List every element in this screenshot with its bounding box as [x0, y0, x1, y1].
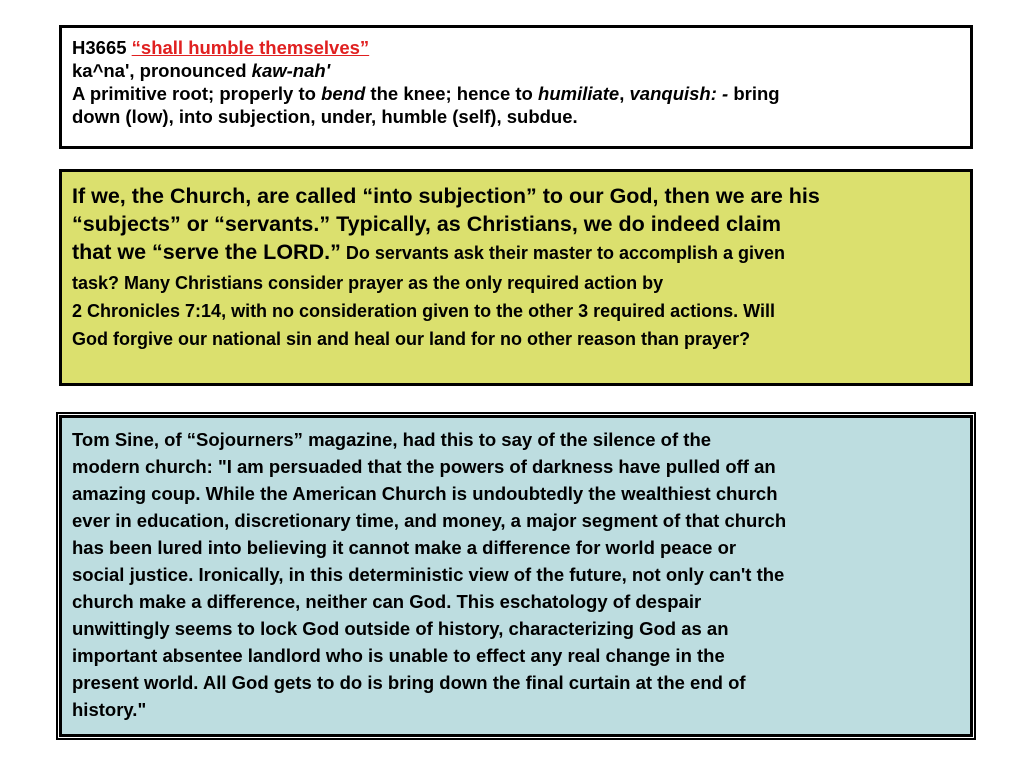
- strong-number: H3665: [72, 37, 127, 58]
- meaning-vanquish: vanquish: -: [629, 83, 729, 104]
- definition-heading: [72, 36, 960, 59]
- question-serve-lord: that we “serve the LORD.”: [72, 240, 341, 264]
- quote-line: social justice. Ironically, in this deterministic view of the future, not only can't the: [72, 564, 785, 585]
- quote-box: [59, 415, 973, 737]
- meaning-text-c: bring: [728, 83, 780, 104]
- definition-usage-line: down (low), into subjection, under, humble (self), subdue.: [72, 106, 578, 127]
- quote-line: has been lured into believing it cannot make a difference for world peace or: [72, 537, 737, 558]
- meaning-text-b: the knee; hence to: [365, 83, 539, 104]
- quote-line: modern church: "I am persuaded that the powers of darkness have pulled off an: [72, 456, 776, 477]
- meaning-humiliate: humiliate: [538, 83, 620, 104]
- question-line-2: “subjects” or “servants.” Typically, as Christians, we do indeed claim: [72, 212, 781, 236]
- quote-line: ever in education, discretionary time, and money, a major segment of that church: [72, 510, 787, 531]
- pronunciation-text: kaw-nah': [251, 60, 331, 81]
- transliteration-line: [72, 59, 960, 82]
- quote-line: present world. All God gets to do is bring down the final curtain at the end of: [72, 672, 746, 693]
- question-line-6: God forgive our national sin and heal our land for no other reason than prayer?: [72, 329, 751, 349]
- definition-box: [59, 25, 973, 149]
- question-line-4: task? Many Christians consider prayer as the only required action by: [72, 273, 664, 293]
- definition-phrase: “shall humble themselves”: [131, 37, 370, 58]
- quote-line: important absentee landlord who is unable to effect any real change in the: [72, 645, 725, 666]
- question-servants-ask: Do servants ask their master to accomplish a given: [340, 243, 786, 263]
- quote-line: Tom Sine, of “Sojourners” magazine, had this to say of the silence of the: [72, 429, 712, 450]
- quote-line: history.": [72, 699, 147, 720]
- meaning-comma: ,: [619, 83, 630, 104]
- quote-line: unwittingly seems to lock God outside of history, characterizing God as an: [72, 618, 729, 639]
- quote-line: amazing coup. While the American Church is undoubtedly the wealthiest church: [72, 483, 778, 504]
- meaning-text-a: A primitive root; properly to: [72, 83, 322, 104]
- definition-meaning-line: [72, 82, 960, 105]
- question-line-3: [72, 238, 960, 269]
- question-line-5: 2 Chronicles 7:14, with no consideration given to the other 3 required actions. Will: [72, 301, 775, 321]
- meaning-bend: bend: [321, 83, 366, 104]
- question-line-1: If we, the Church, are called “into subjection” to our God, then we are his: [72, 184, 820, 208]
- quote-line: church make a difference, neither can God. This eschatology of despair: [72, 591, 702, 612]
- question-box: [59, 169, 973, 386]
- transliteration-text: ka^na', pronounced: [72, 60, 252, 81]
